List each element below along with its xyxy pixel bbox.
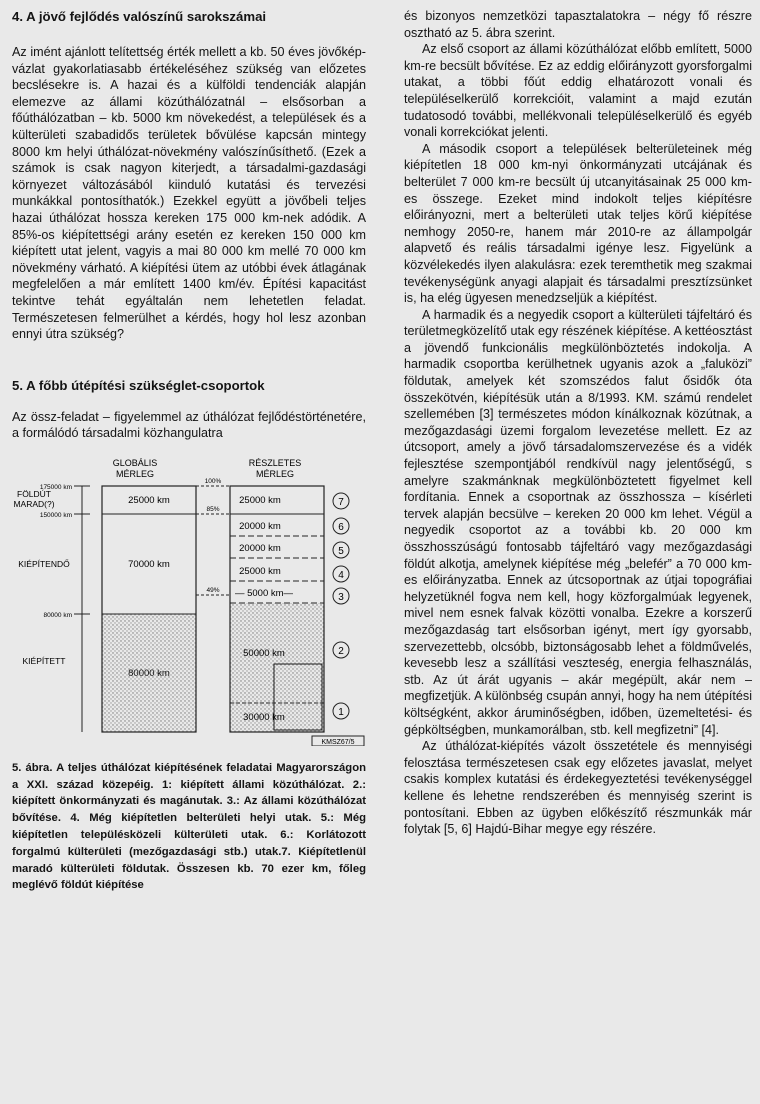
road-network-balance-diagram xyxy=(12,456,366,746)
right-column xyxy=(404,0,752,838)
detail-value-5: 20000 km xyxy=(239,542,281,554)
scale-label-80000: 80000 km xyxy=(43,611,72,619)
section-4-paragraph: Az imént ajánlott telítettség érték mellett a kb. 50 éves jövőkép-vázlat gyakorlatiasabb értékeléséhez szükség van előzetes becslésekre is. A hazai és a külföldi tendenciák alapján elemezve az állami közúthálózatnál – elsősorban a főúthálózatban – kb. 5000 km növekedést, a települések és a külterületi szabadidős területek bővülése kapcsán mintegy 8000 km helyi úthálózat-növekmény valószínűsíthető. (Ezek a számok is csak nagyon kiterjedt, a társadalmi-gazdasági környezet változásából kiinduló kutatási és tervezési munkákkal pontosíthatók.) Ezekkel együtt a jövőbeli teljes hazai úthálózat hossza kereken 175 000 km-nek adódik. A 85%-os kiépítettségi arány esetén ez kereken 150 000 km kiépített utat jelent, vagyis a mai 80 000 km mellé 70 000 km növekmény várható. A kiépítési ütem az utóbbi évek átlagának megfelelően a már említett 1400 km/év. Építési kapacitást tekintve tehát egyáltalán nem lehetetlen feladat. Természetesen felmerülhet a kérdés, hogy hol lesz azonban ennyi útra szükség? xyxy=(12,45,366,342)
detail-value-2: 50000 km xyxy=(243,647,285,659)
scale-label-175000: 175000 km xyxy=(39,483,72,491)
section-5-paragraph: Az össz-feladat – figyelemmel az úthálózat fejlődéstörténetére, a formálódó társadalmi közhangulatra xyxy=(12,409,366,441)
figure-stamp: KMSZ67/5 xyxy=(321,738,355,746)
right-paragraph-2: A második csoport a települések belterületeinek még kiépítetlen 18 000 km-nyi önkormányzati utcájának és belterület 7 000 km-re becsült új utcanyitásainak 25 000 km-es összege. Ezeket mind indokolt teljes kiépítésre előirányozni, mert a belterületi utak teljes körű kiépítése nemhogy 2050-re, hanem már 2010-re az állampolgár alapvető és reális társadalmi igénye lesz. Figyelünk a közvélekedés ilyen alakulásra: ezek teremthetik meg szakmai tevékenységünk anyagi alapjait és társadalmi presztízsünket is, ha elég ügyesen menedzseljük a kiépítést. xyxy=(404,141,752,306)
global-value-80000: 80000 km xyxy=(128,667,170,679)
scale-label-150000: 150000 km xyxy=(39,511,72,519)
marker-2: 2 xyxy=(338,645,344,657)
right-paragraph-0: és bizonyos nemzetközi tapasztalatokra – négy fő részre osztható az 5. ábra szerint. xyxy=(404,9,752,40)
percent-49: 49% xyxy=(206,586,220,594)
marker-5: 5 xyxy=(338,545,344,557)
figure-5-diagram xyxy=(12,456,366,746)
category-label-kiepitett: KIÉPÍTETT xyxy=(22,655,66,666)
global-value-25000: 25000 km xyxy=(128,494,170,506)
global-value-70000: 70000 km xyxy=(128,558,170,570)
global-header-line2: MÉRLEG xyxy=(115,468,155,479)
category-label-foldut-line1: FÖLDÚT xyxy=(17,488,51,499)
marker-circles xyxy=(333,493,349,719)
marker-6: 6 xyxy=(338,521,344,533)
detail-value-7: 25000 km xyxy=(239,494,281,506)
marker-1: 1 xyxy=(338,706,344,718)
detail-value-4: 25000 km xyxy=(239,565,281,577)
right-paragraph-4: Az úthálózat-kiépítés vázolt összetétele és mennyiségi felosztása természetesen csak egy előzetes javaslat, melyet csakis komplex kutatási és érdekegyeztetési tevékenységgel kellene és lehetne rendszerében és mennyiség szerint is pontosítani. Ebben az ügyben előkészítő részmunkák már folytak [5, 6] Hajdú-Bihar megye egy részére. xyxy=(404,739,752,837)
percent-85: 85% xyxy=(206,505,220,513)
detail-header-line1: RÉSZLETES xyxy=(248,457,302,468)
detail-value-6: 20000 km xyxy=(239,520,281,532)
category-label-foldut-line2: MARAD(?) xyxy=(13,498,55,509)
section-5-title: 5. A főbb útépítési szükséglet-csoportok xyxy=(12,377,265,393)
marker-4: 4 xyxy=(338,569,344,581)
left-column xyxy=(12,0,366,894)
detail-value-3: — 5000 km— xyxy=(234,587,294,599)
detail-value-1: 30000 km xyxy=(243,711,285,723)
percent-100: 100% xyxy=(204,477,222,485)
category-label-kiepitendo: KIÉPÍTENDŐ xyxy=(18,558,70,569)
right-paragraph-3: A harmadik és a negyedik csoport a külterületi tájfeltáró és területmegközelítő utak egy részének kiépítése. A kettéosztást a jövendő funkcionális megkülönböztetés indokolja. A harmadik csoportba kerülhetnek ugyanis azok a „faluközi” földutak, amelyek két szomszédos falut ősidők óta összekötvén, kiépítésük után a 8/1993. KM. számú rendelet szellemében [3] természetes módon kínálkoznak közútnak, a mezőgazdasági üzemi forgalom levezetése mellett. Ez az útcsoport, amely a jövő társadalomszervezése és a vidék fejlesztése szempontjából rendkívül nagy jelentőségű, s amelyre szakmánknak megkülönböztetett figyelmet kell fordítania. Ennek a csoportnak az összhossza – kísérleti tervek alapján becsülve – kereken 20 000 km lehet. Végül a negyedik csoportot az a további kb. 20 000 km összhosszúságú fontosabb tájfeltáró vagy mezőgazdasági földút alkotja, amelynek kiépítése még „belefér” a 70 000 km-es előirányzatba. Ennek az útcsoportnak az útjai topográfiai helyzetüknél fogva nem kell, hogy közforgalmúak legyenek, mivel nem esnek falvak közötti vonalba. Ezekre a korszerű mezőgazdaság tart elsősorban igényt, mert így gyorsabb, szervezettebb, olcsóbb, biztonságosabb lehet a földművelés, kevesebb lesz a szállítási veszteség, energia felhasználás, stb. Az út árát ugyanis – akár megépült, akár nem – megfizetjük. A különbség csupán annyi, hogy ha nem útépítési költségként, akkor áruminőségben, időben, üzemeltetési- és gépköltségben, munkamorálban, stb. kell megfizetni” [4]. xyxy=(404,307,752,737)
detail-header-line2: MÉRLEG xyxy=(255,468,295,479)
figure-caption: 5. ábra. A teljes úthálózat kiépítésének feladatai Magyarországon a XXI. század közepéig. 1: kiépített állami közúthálózat. 2.: kiépített önkormányzati és magánutak. 3.: Az állami közúthálózat bővítése. 4. Még kiépítetlen belterületi helyi utak. 5.: Még kiépítetlen településközeli külterületi utak. 6.: Korlátozott forgalmú külterületi (mezőgazdasági stb.) utak.7. Kiépítetlenül maradó külterületi földutak. Összesen kb. 70 ezer km, főleg meglévő földút kiépítése xyxy=(12,761,366,892)
global-header-line1: GLOBÁLIS xyxy=(112,457,158,468)
marker-7: 7 xyxy=(338,496,344,508)
right-paragraph-1: Az első csoport az állami közúthálózat előbb említett, 5000 km-re becsült bővítése. Ez az eddig előirányzott gyorsforgalmi utakat, a többi főút eddig elhatározott vonali és településelkerülő korrekcióit, valamint a majd ezután tudatosodó további, mellékvonali településelkerülő és egyéb vonali korrekciókat jelenti. xyxy=(404,42,752,140)
section-4-title: 4. A jövő fejlődés valószínű sarokszámai xyxy=(12,9,267,24)
marker-3: 3 xyxy=(338,591,344,603)
